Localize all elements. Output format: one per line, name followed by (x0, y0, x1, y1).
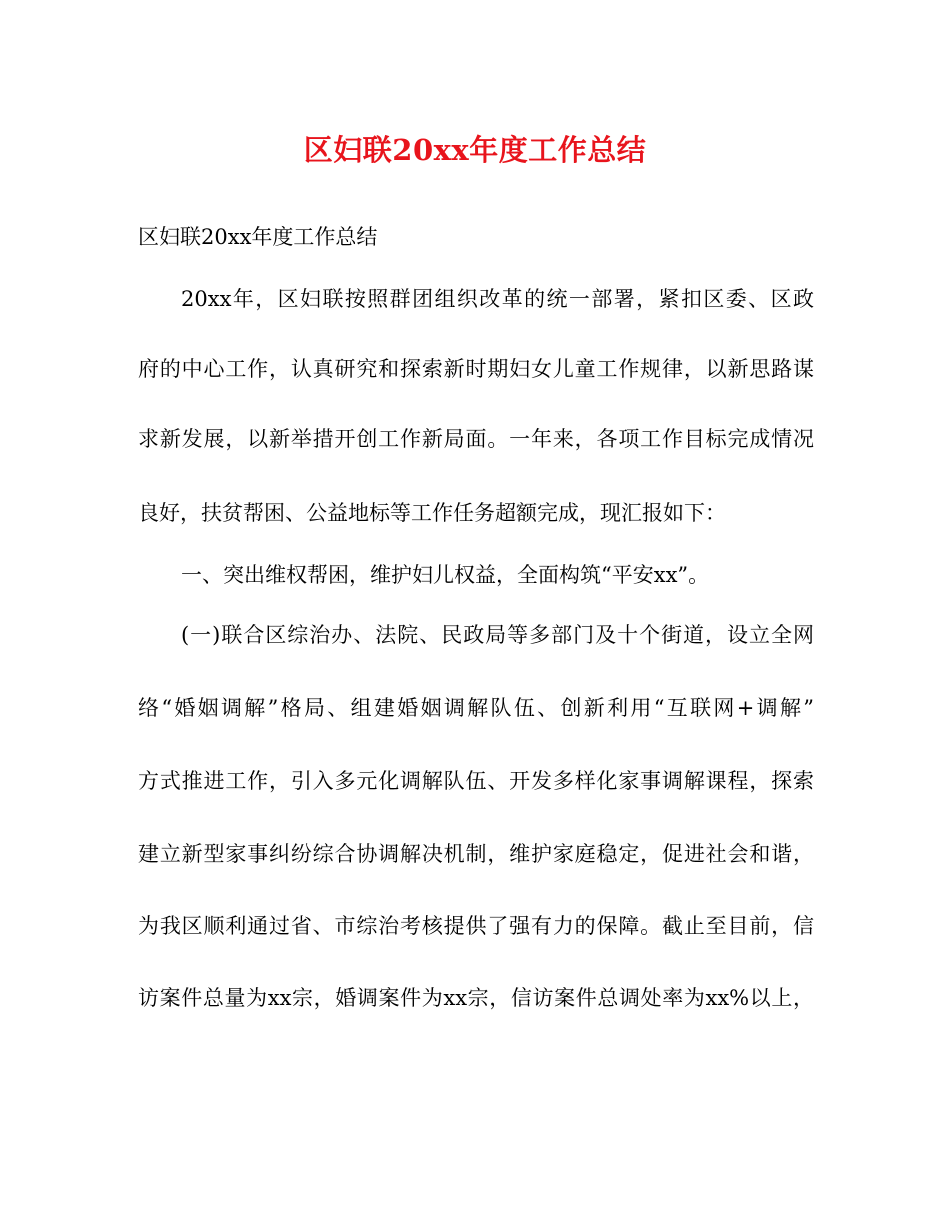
document-subtitle: 区妇联20xx年度工作总结 (138, 225, 378, 249)
paragraph-line: (一)联合区综治办、法院、民政局等多部门及十个街道，设立全网 (181, 623, 814, 647)
paragraph-line: 为我区顺利通过省、市综治考核提供了强有力的保障。截止至目前，信 (138, 914, 814, 938)
paragraph-line: 建立新型家事纠纷综合协调解决机制，维护家庭稳定，促进社会和谐， (138, 842, 814, 866)
paragraph-line: 络“婚姻调解”格局、组建婚姻调解队伍、创新利用“互联网+调解” (138, 696, 814, 720)
paragraph-line: 方式推进工作，引入多元化调解队伍、开发多样化家事调解课程，探索 (138, 769, 814, 793)
paragraph-line: 府的中心工作，认真研究和探索新时期妇女儿童工作规律，以新思路谋 (138, 357, 814, 381)
paragraph-line: 求新发展，以新举措开创工作新局面。一年来，各项工作目标完成情况 (138, 427, 814, 451)
paragraph-line: 20xx年，区妇联按照群团组织改革的统一部署，紧扣区委、区政 (181, 287, 814, 311)
paragraph-line: 访案件总量为xx宗，婚调案件为xx宗，信访案件总调处率为xx%以上， (138, 986, 814, 1010)
section-heading: 一、突出维权帮困，维护妇儿权益，全面构筑“平安xx”。 (181, 563, 710, 587)
paragraph-line: 良好，扶贫帮困、公益地标等工作任务超额完成，现汇报如下： (138, 501, 726, 525)
document-title: 区妇联20xx年度工作总结 (303, 133, 647, 167)
